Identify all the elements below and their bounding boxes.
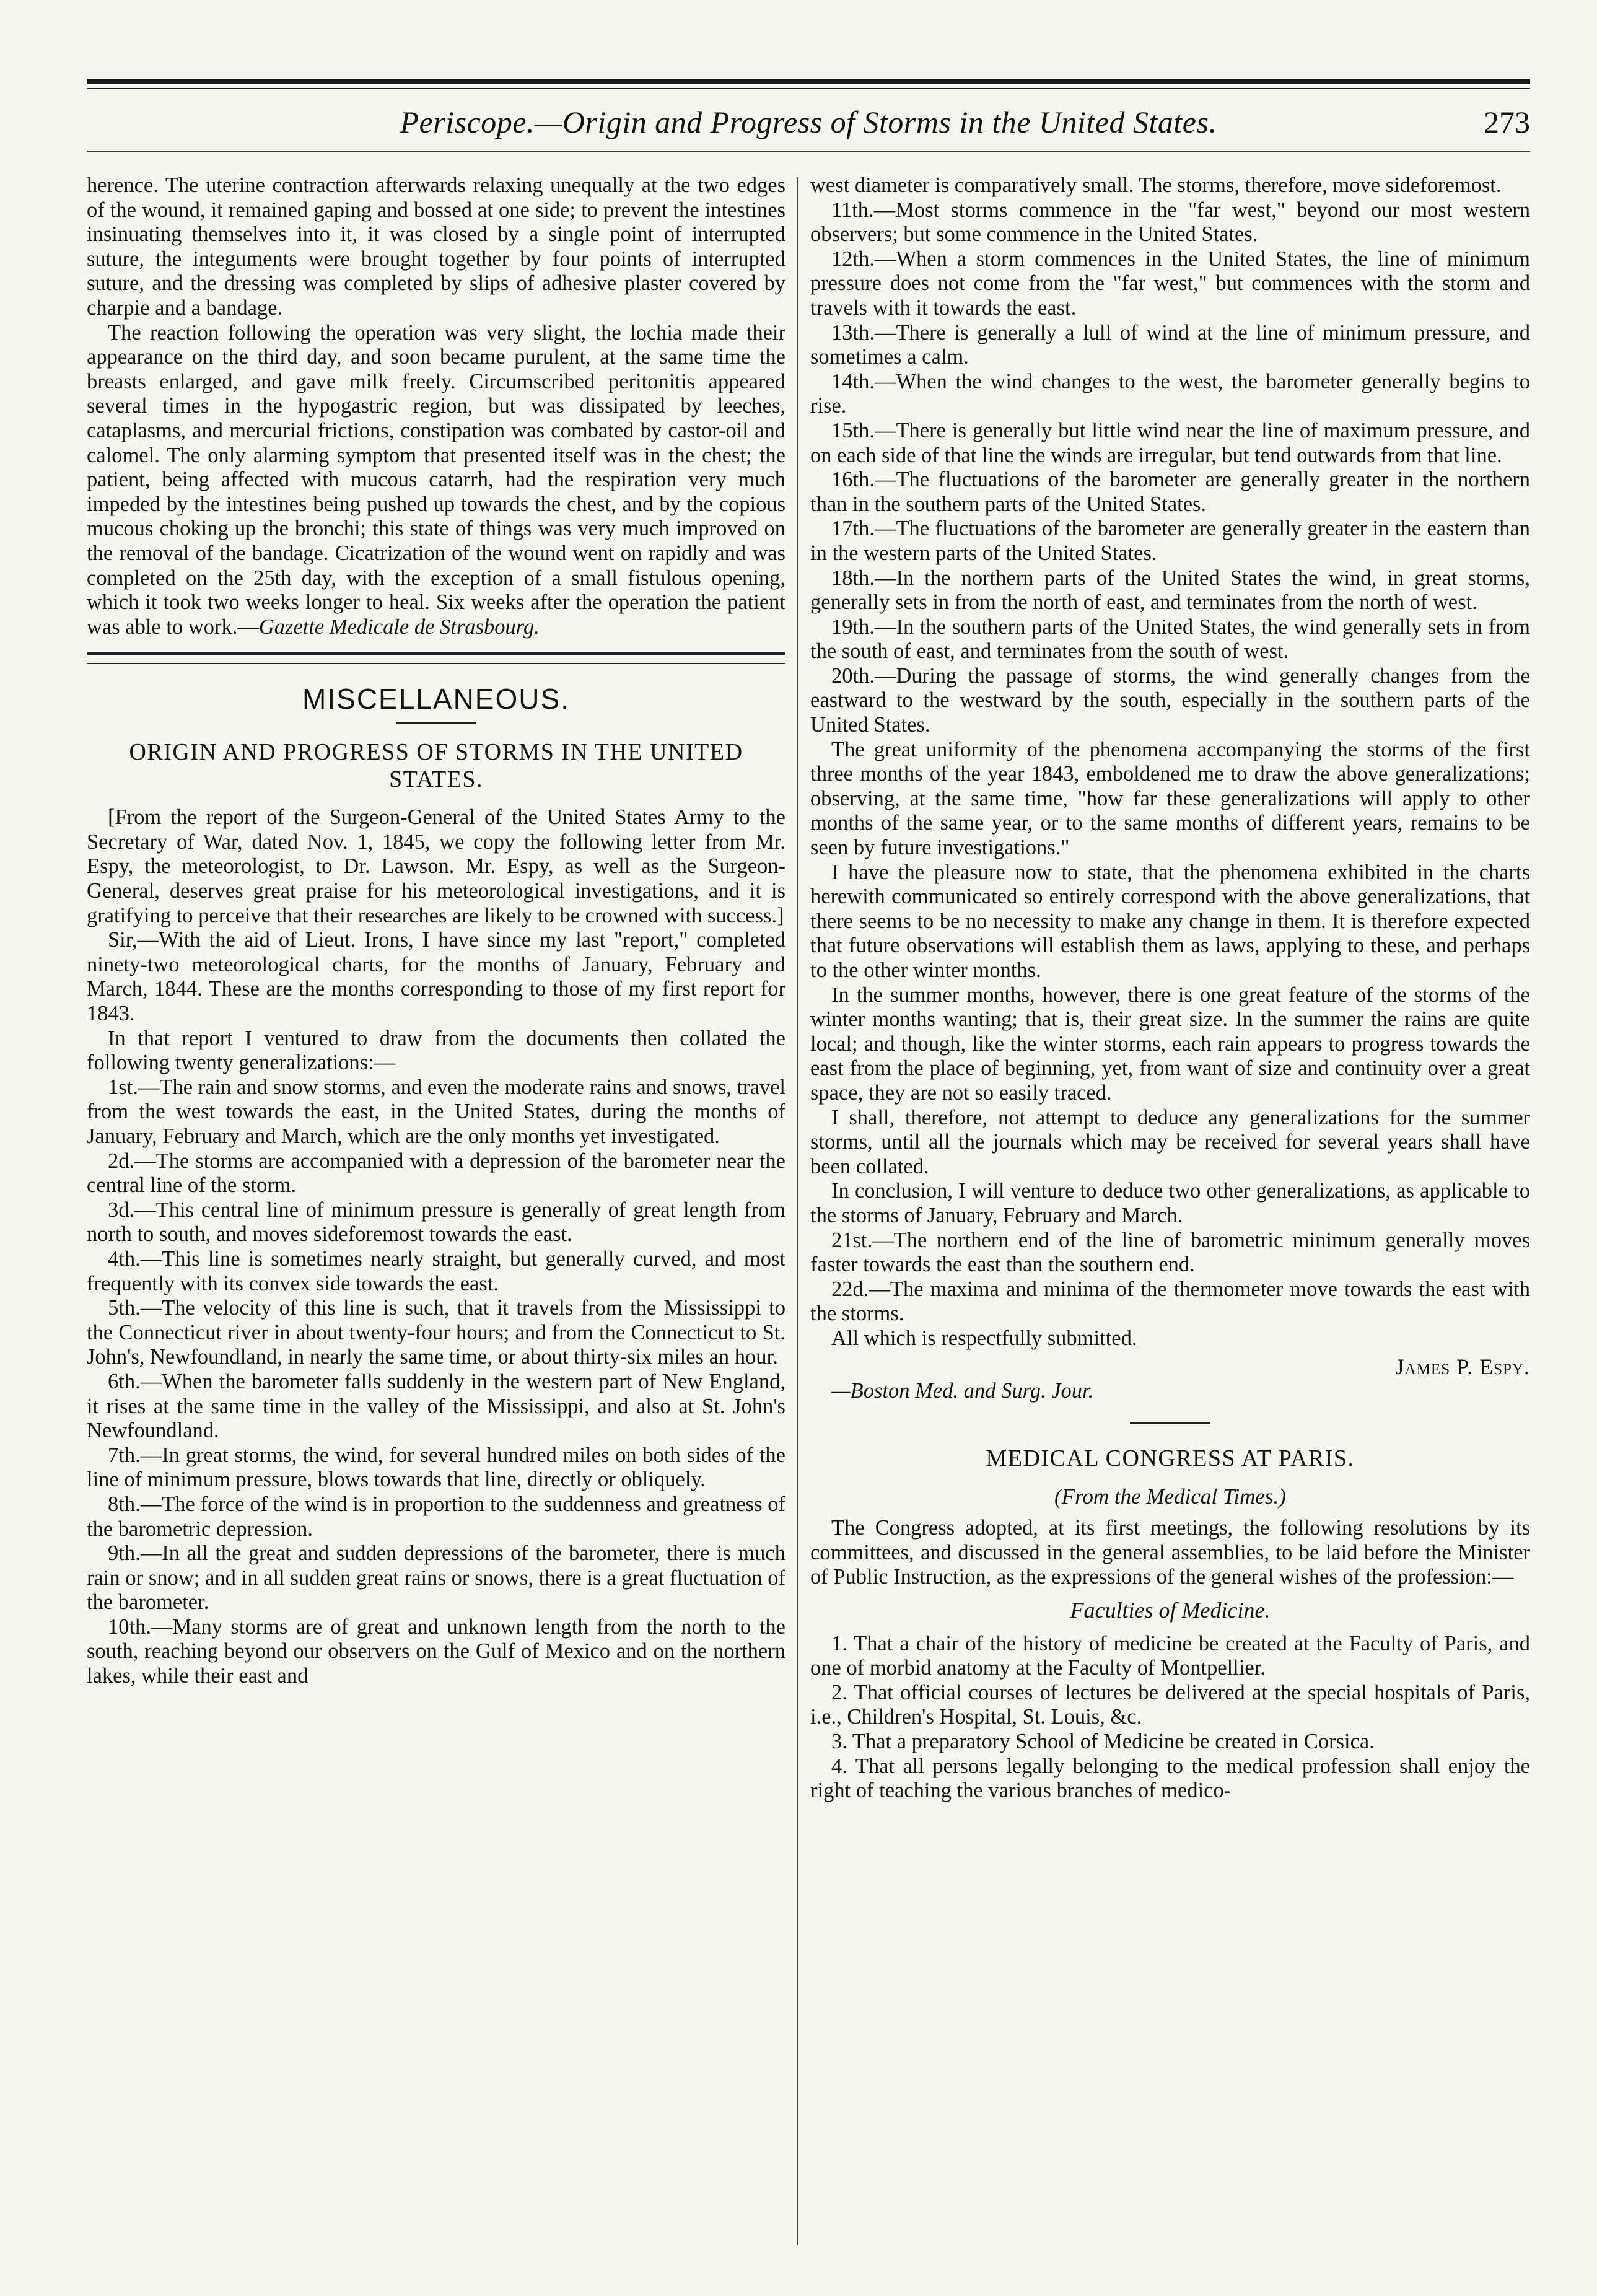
generalization: 8th.—The force of the wind is in proportion to the suddenness and greatness of the barometric depression.	[87, 1492, 785, 1541]
running-head: Periscope.—Origin and Progress of Storms in the United States.	[400, 105, 1217, 139]
header-rule	[87, 151, 1530, 152]
letter-paragraph: I have the pleasure now to state, that the phenomena exhibited in the charts herewith communicated so entirely correspond with the above generalizations, that there seems to be no necessity to make any change in them. It is therefore expected that future observations will establish them as laws, applying to these, and perhaps to the other winter months.	[810, 860, 1530, 982]
generalization: 4th.—This line is sometimes nearly straight, but generally curved, and most frequently with its convex side towards the east.	[87, 1247, 785, 1295]
generalization: west diameter is comparatively small. The storms, therefore, move sideforemost.	[810, 173, 1502, 197]
generalization: 10th.—Many storms are of great and unknown length from the north to the south, reaching beyond our observers on the Gulf of Mexico and on the northern lakes, while their east and	[87, 1615, 785, 1688]
top-double-rule	[87, 79, 1530, 84]
generalization: 18th.—In the northern parts of the United States the wind, in great storms, generally sets in from the north of east, and terminates from the north of west.	[810, 566, 1530, 615]
generalization: 3d.—This central line of minimum pressure is generally of great length from north to south, and moves sideforemost towards the east.	[87, 1198, 785, 1247]
generalization: 11th.—Most storms commence in the "far west," beyond our most western observers; but some commence in the United States.	[810, 198, 1530, 247]
section-rule	[87, 652, 785, 664]
letter-paragraph: Sir,—With the aid of Lieut. Irons, I have since my last "report," completed ninety-two meteorological charts, for the months of January, February and March, 1844. These are the months corresponding to those of my first report for 1843.	[87, 928, 785, 1026]
generalization: 17th.—The fluctuations of the barometer are generally greater in the eastern than in the western parts of the United States.	[810, 517, 1530, 565]
resolution-item: 2. That official courses of lectures be delivered at the special hospitals of Paris, i.e., Children's Hospital, St. Louis, &c.	[810, 1680, 1530, 1729]
article-separator	[1130, 1422, 1210, 1424]
article2-title: MEDICAL CONGRESS AT PARIS.	[986, 1445, 1355, 1471]
page-header	[87, 104, 1530, 154]
top-double-rule-thin	[87, 88, 1530, 89]
continued-source: Gazette Medicale de Strasbourg.	[258, 615, 540, 639]
generalization: 15th.—There is generally but little wind near the line of maximum pressure, and on each side of that line the winds are irregular, but tend outwards from that line.	[810, 418, 1530, 467]
letter-paragraph: I shall, therefore, not attempt to deduce any generalizations for the summer storms, until all the journals which may be received for several years shall have been collated.	[810, 1105, 1530, 1178]
generalization: 19th.—In the southern parts of the United States, the wind generally sets in from the south of east, and terminates from the south of west.	[810, 615, 1530, 664]
letter-paragraph: In the summer months, however, there is one great feature of the storms of the winter months wanting; that is, their great size. In the summer the rains are quite local; and though, like the winter storms, each rain appears to progress towards the east from the place of beginning, yet, from want of size and continuity over a great space, they are not so easily traced.	[810, 983, 1530, 1105]
column-divider	[797, 177, 798, 2245]
letter-paragraph: In that report I ventured to draw from the documents then collated the following twenty generalizations:—	[87, 1026, 785, 1075]
generalization: 6th.—When the barometer falls suddenly in the western part of New England, it rises at the same time in the valley of the Mississippi, and also at St. John's Newfoundland.	[87, 1369, 785, 1443]
right-column	[810, 173, 1530, 1803]
continued-text: The reaction following the operation was very slight, the lochia made their appearance on the third day, and soon became purulent, at the same time the breasts enlarged, and gave milk freely. Circumscribed peritonitis appeared several times in the hypogastric region, but was dissipated by leeches, cataplasms, and mercurial frictions, constipation was combated by castor-oil and calomel. The only alarming symptom that presented itself was in the chest; the patient, being affected with mucous catarrh, had the respiration very much impeded by the intestines being pushed up towards the chest, and by the copious mucous choking up the bronchi; this state of things was very much improved on the removal of the bandage. Cicatrization of the wound went on rapidly and was completed on the 25th day, with the exception of a small fistulous opening, which it took two weeks longer to heal. Six weeks after the operation the patient was able to work.—	[87, 320, 785, 639]
short-rule	[396, 722, 476, 724]
letter-paragraph: The great uniformity of the phenomena accompanying the storms of the first three months of the year 1843, emboldened me to draw the above generalizations; observing, at the same time, "how far these generalizations will apply to other months of the same year, or to the same months of different years, remains to be seen by future investigations."	[810, 737, 1530, 860]
article2-subtitle: (From the Medical Times.)	[1054, 1484, 1286, 1509]
signature: James P. Espy.	[1395, 1354, 1530, 1379]
page-number: 273	[1484, 105, 1530, 139]
generalization: 12th.—When a storm commences in the United States, the line of minimum pressure does not come from the "far west," but commences with the storm and travels with it towards the east.	[810, 247, 1530, 320]
generalization: 22d.—The maxima and minima of the thermometer move towards the east with the storms.	[810, 1277, 1530, 1326]
letter-closing: All which is respectfully submitted.	[831, 1326, 1137, 1350]
left-column	[87, 173, 785, 1689]
generalization: 5th.—The velocity of this line is such, that it travels from the Mississippi to the Connecticut river in about twenty-four hours; and from the Connecticut to St. John's, Newfoundland, in nearly the same time, or about thirty-six miles an hour.	[87, 1296, 785, 1369]
generalization: 16th.—The fluctuations of the barometer are generally greater in the northern than in the southern parts of the United States.	[810, 468, 1530, 516]
resolution-item: 1. That a chair of the history of medicine be created at the Faculty of Paris, and one of morbid anatomy at the Faculty of Montpellier.	[810, 1631, 1530, 1680]
generalization: 13th.—There is generally a lull of wind at the line of minimum pressure, and sometimes a calm.	[810, 320, 1530, 369]
resolution-item: 4. That all persons legally belonging to the medical profession shall enjoy the right of teaching the various branches of medico-	[810, 1754, 1530, 1803]
article-title: ORIGIN AND PROGRESS OF STORMS IN THE UNITED STATES.	[129, 739, 743, 793]
article2-intro: The Congress adopted, at its first meetings, the following resolutions by its committees, and discussed in the general assemblies, to be laid before the Minister of Public Instruction, as the expressions of the general wishes of the profession:—	[810, 1516, 1530, 1589]
generalization: 20th.—During the passage of storms, the wind generally changes from the eastward to the westward by the south, especially in the southern parts of the United States.	[810, 664, 1530, 737]
resolution-item: 3. That a preparatory School of Medicine be created in Corsica.	[831, 1730, 1375, 1754]
generalization: 14th.—When the wind changes to the west, the barometer generally begins to rise.	[810, 369, 1530, 418]
section-title: MISCELLANEOUS.	[302, 683, 570, 716]
editor-intro: [From the report of the Surgeon-General of the United States Army to the Secretary of War, dated Nov. 1, 1845, we copy the following letter from Mr. Espy, the meteorologist, to Dr. Lawson. Mr. Espy, as well as the Surgeon-General, deserves great praise for his meteorological investigations, and it is gratifying to perceive that their researches are likely to be crowned with success.]	[87, 805, 785, 927]
generalization: 9th.—In all the great and sudden depressions of the barometer, there is much rain or snow; and in all sudden great rains or snows, there is a great fluctuation of the barometer.	[87, 1541, 785, 1615]
letter-paragraph: In conclusion, I will venture to deduce two other generalizations, as applicable to the storms of January, February and March.	[810, 1179, 1530, 1227]
generalization: 1st.—The rain and snow storms, and even the moderate rains and snows, travel from the west towards the east, in the United States, during the months of January, February and March, which are the only months yet investigated.	[87, 1075, 785, 1148]
generalization: 2d.—The storms are accompanied with a depression of the barometer near the central line of the storm.	[87, 1149, 785, 1198]
source-citation: —Boston Med. and Surg. Jour.	[831, 1379, 1094, 1403]
continued-paragraph: herence. The uterine contraction afterwards relaxing unequally at the two edges of the wound, it remained gaping and bossed at one side; to prevent the intestines insinuating themselves into it, it was closed by a single point of interrupted suture, the integuments were brought together by four points of interrupted suture, and the dressing was completed by slips of adhesive plaster covered by charpie and a bandage.	[87, 173, 785, 320]
generalization: 7th.—In great storms, the wind, for several hundred miles on both sides of the line of minimum pressure, blows towards that line, directly or obliquely.	[87, 1443, 785, 1492]
generalization: 21st.—The northern end of the line of barometric minimum generally moves faster towards the east than the southern end.	[810, 1228, 1530, 1277]
article2-subhead: Faculties of Medicine.	[1070, 1598, 1271, 1623]
continued-paragraph	[87, 321, 785, 640]
